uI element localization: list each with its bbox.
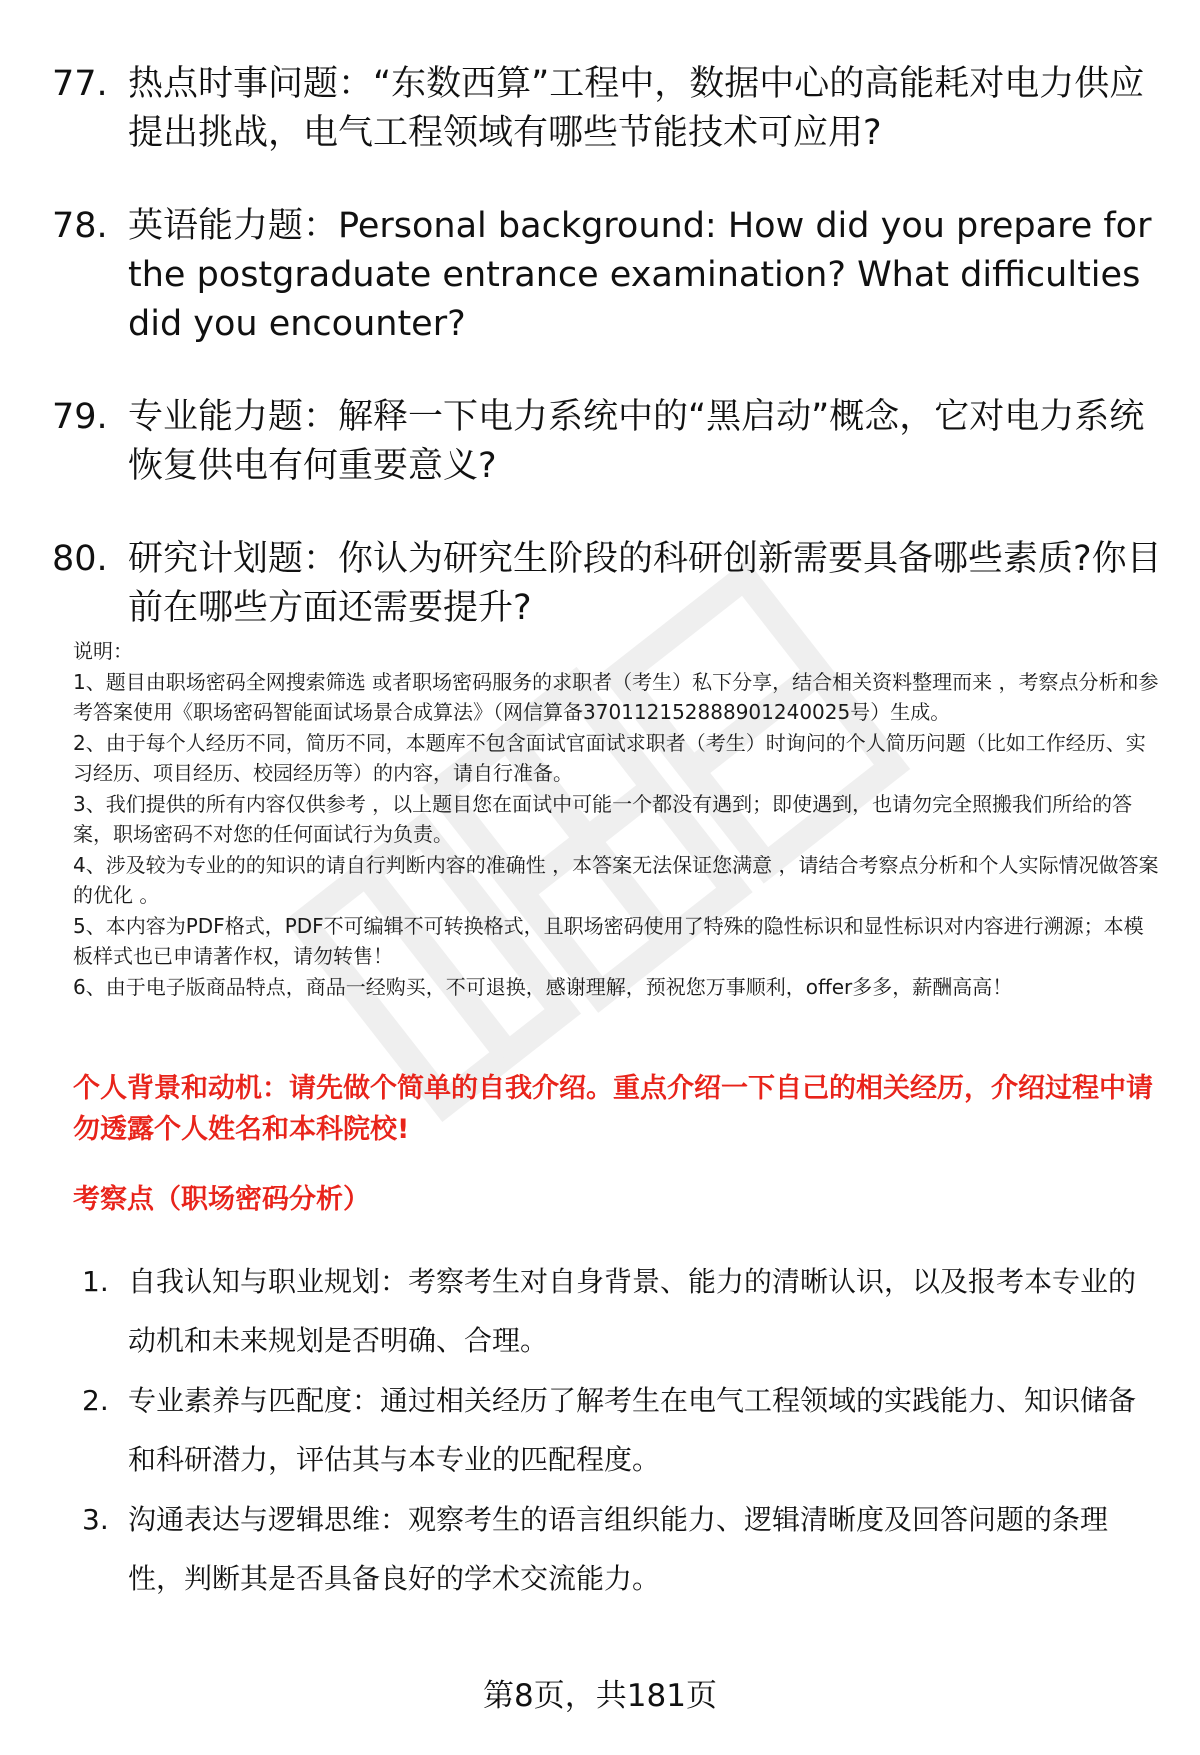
question-number: 78.	[52, 206, 108, 246]
section-heading: 个人背景和动机：请先做个简单的自我介绍。重点介绍一下自己的相关经历，介绍过程中请勿透露个人姓名和本科院校!	[73, 1073, 1153, 1145]
question-number: 80.	[52, 539, 108, 579]
question-text: 专业能力题：解释一下电力系统中的“黑启动”概念，它对电力系统恢复供电有何重要意义?	[128, 397, 1145, 486]
note-item: 6、由于电子版商品特点，商品一经购买，不可退换，感谢理解，预祝您万事顺利，offer多多，薪酬高高！	[73, 974, 1013, 999]
page-footer: 第8页，共181页	[483, 1678, 717, 1714]
question-number: 79.	[52, 397, 108, 437]
point-number: 3.	[82, 1503, 109, 1536]
question-number: 77.	[52, 64, 108, 104]
point-number: 2.	[82, 1384, 109, 1417]
point-text: 专业素养与匹配度：通过相关经历了解考生在电气工程领域的实践能力、知识储备和科研潜力，评估其与本专业的匹配程度。	[128, 1384, 1137, 1476]
analysis-point	[82, 1252, 1162, 1370]
question-item	[52, 535, 1162, 633]
question-item	[52, 393, 1162, 491]
question-list	[52, 60, 1162, 677]
analysis-point	[82, 1490, 1162, 1608]
note-item: 4、涉及较为专业的的知识的请自行判断内容的准确性 ，本答案无法保证您满意 ，请结合考察点分析和个人实际情况做答案的优化 。	[73, 852, 1159, 907]
question-text: 研究计划题：你认为研究生阶段的科研创新需要具备哪些素质?你目前在哪些方面还需要提升?	[128, 539, 1162, 628]
section-subheading: 考察点（职场密码分析）	[73, 1184, 370, 1215]
note-item: 1、题目由职场密码全网搜索筛选 或者职场密码服务的求职者（考生）私下分享，结合相关资料整理而来 ，考察点分析和参考答案使用《职场密码智能面试场景合成算法》（网信算备370112152888901240025号）生成。	[73, 669, 1159, 724]
note-item: 3、我们提供的所有内容仅供参考 ，以上题目您在面试中可能一个都没有遇到；即使遇到，也请勿完全照搬我们所给的答案，职场密码不对您的任何面试行为负责。	[73, 791, 1133, 846]
question-text: 英语能力题：Personal background: How did you prepare for the postgraduate entrance examination? What difficulties did you encounter?	[128, 206, 1152, 344]
question-item	[52, 202, 1162, 349]
question-item	[52, 60, 1162, 158]
analysis-points	[82, 1252, 1162, 1609]
notes-title: 说明：	[73, 639, 133, 663]
analysis-point	[82, 1371, 1162, 1489]
point-number: 1.	[82, 1265, 109, 1298]
point-text: 沟通表达与逻辑思维：观察考生的语言组织能力、逻辑清晰度及回答问题的条理性，判断其是否具备良好的学术交流能力。	[128, 1503, 1109, 1595]
note-item: 5、本内容为PDF格式，PDF不可编辑不可转换格式，且职场密码使用了特殊的隐性标识和显性标识对内容进行溯源；本模板样式也已申请著作权，请勿转售！	[73, 913, 1144, 968]
point-text: 自我认知与职业规划：考察考生对自身背景、能力的清晰认识，以及报考本专业的动机和未来规划是否明确、合理。	[128, 1265, 1137, 1357]
note-item: 2、由于每个人经历不同，简历不同，本题库不包含面试官面试求职者（考生）时询问的个人简历问题（比如工作经历、实习经历、项目经历、校园经历等）的内容，请自行准备。	[73, 730, 1146, 785]
notes-section	[73, 636, 1163, 1002]
question-text: 热点时事问题：“东数西算”工程中，数据中心的高能耗对电力供应提出挑战，电气工程领域有哪些节能技术可应用?	[128, 64, 1145, 153]
